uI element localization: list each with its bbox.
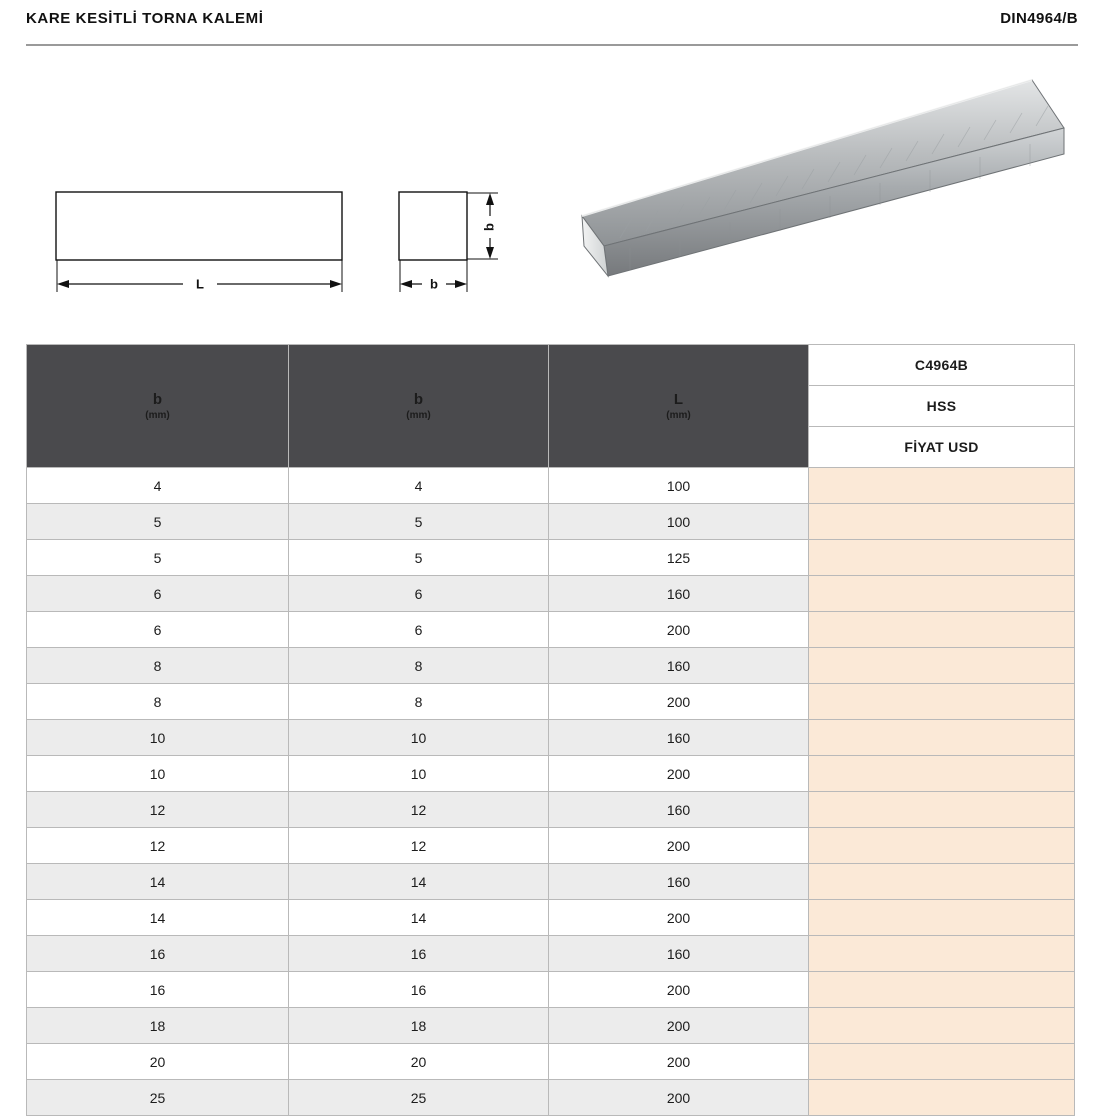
- table-row: [27, 684, 1075, 720]
- cell-length: 100: [549, 504, 809, 540]
- cell-length: 100: [549, 468, 809, 504]
- table-row: [27, 900, 1075, 936]
- front-view-drawing: [398, 142, 528, 307]
- cell-price: [809, 468, 1075, 504]
- cell-b2: 18: [289, 1008, 549, 1044]
- cell-b1: 14: [27, 864, 289, 900]
- cell-length: 200: [549, 612, 809, 648]
- cell-length: 160: [549, 936, 809, 972]
- table-row: [27, 540, 1075, 576]
- cell-price: [809, 720, 1075, 756]
- dimension-label-b-height: b: [481, 223, 497, 231]
- cell-b2: 5: [289, 540, 549, 576]
- cell-b1: 6: [27, 612, 289, 648]
- front-view-svg: [398, 142, 528, 302]
- table-row: [27, 612, 1075, 648]
- cell-price: [809, 684, 1075, 720]
- cell-b1: 10: [27, 720, 289, 756]
- cell-price: [809, 612, 1075, 648]
- table-row: [27, 864, 1075, 900]
- cell-b1: 5: [27, 504, 289, 540]
- column-header-l: [549, 345, 809, 468]
- table-body: [27, 468, 1075, 1116]
- table-row: [27, 576, 1075, 612]
- cell-b1: 14: [27, 900, 289, 936]
- cell-b1: 8: [27, 684, 289, 720]
- cell-b1: 8: [27, 648, 289, 684]
- cell-b2: 20: [289, 1044, 549, 1080]
- cell-b2: 16: [289, 972, 549, 1008]
- cell-price: [809, 576, 1075, 612]
- product-photo-svg: [560, 70, 1080, 320]
- cell-b2: 6: [289, 576, 549, 612]
- cell-price: [809, 1044, 1075, 1080]
- product-photo: [560, 70, 1080, 325]
- cell-price: [809, 504, 1075, 540]
- cell-length: 160: [549, 576, 809, 612]
- cell-length: 200: [549, 1008, 809, 1044]
- material-header: HSS: [809, 386, 1075, 427]
- cell-price: [809, 972, 1075, 1008]
- column-header-b2-unit: (mm): [406, 409, 431, 421]
- cell-b2: 10: [289, 720, 549, 756]
- cell-b1: 12: [27, 792, 289, 828]
- cell-length: 125: [549, 540, 809, 576]
- cell-length: 200: [549, 900, 809, 936]
- cell-length: 200: [549, 684, 809, 720]
- cell-length: 200: [549, 1044, 809, 1080]
- cell-length: 160: [549, 720, 809, 756]
- table-row: [27, 936, 1075, 972]
- cell-length: 160: [549, 864, 809, 900]
- side-view-svg: [55, 142, 355, 302]
- cell-price: [809, 648, 1075, 684]
- cell-b2: 8: [289, 684, 549, 720]
- table-row: [27, 504, 1075, 540]
- technical-drawing-area: [0, 50, 1104, 340]
- cell-price: [809, 540, 1075, 576]
- cell-price: [809, 792, 1075, 828]
- cell-b1: 20: [27, 1044, 289, 1080]
- cell-b1: 18: [27, 1008, 289, 1044]
- table-row: [27, 1044, 1075, 1080]
- column-header-b1-unit: (mm): [145, 409, 170, 421]
- page-header: [26, 10, 1078, 46]
- cell-b2: 12: [289, 828, 549, 864]
- cell-length: 160: [549, 648, 809, 684]
- table-row: [27, 648, 1075, 684]
- cell-b2: 25: [289, 1080, 549, 1116]
- front-view-body: [399, 192, 467, 260]
- column-header-b1: [27, 345, 289, 468]
- table-row: [27, 720, 1075, 756]
- cell-b2: 10: [289, 756, 549, 792]
- column-header-l-unit: (mm): [666, 409, 691, 421]
- cell-b2: 8: [289, 648, 549, 684]
- cell-length: 200: [549, 972, 809, 1008]
- cell-length: 200: [549, 756, 809, 792]
- cell-b2: 12: [289, 792, 549, 828]
- product-code-header: C4964B: [809, 345, 1075, 386]
- column-header-b2-symbol: b: [413, 390, 424, 408]
- cell-b2: 5: [289, 504, 549, 540]
- cell-length: 200: [549, 1080, 809, 1116]
- cell-b2: 4: [289, 468, 549, 504]
- cell-price: [809, 900, 1075, 936]
- page-title: KARE KESİTLİ TORNA KALEMİ: [26, 10, 264, 27]
- table-row: [27, 972, 1075, 1008]
- cell-b2: 6: [289, 612, 549, 648]
- table-row: [27, 756, 1075, 792]
- table-row: [27, 1008, 1075, 1044]
- cell-length: 160: [549, 792, 809, 828]
- side-view-body: [56, 192, 342, 260]
- standard-code: DIN4964/B: [1000, 10, 1078, 27]
- cell-b1: 16: [27, 972, 289, 1008]
- dimension-label-L: L: [196, 276, 204, 292]
- column-header-b1-symbol: b: [152, 390, 163, 408]
- cell-b1: 5: [27, 540, 289, 576]
- cell-b2: 14: [289, 900, 549, 936]
- cell-b1: 16: [27, 936, 289, 972]
- cell-price: [809, 1080, 1075, 1116]
- table-row: [27, 828, 1075, 864]
- cell-price: [809, 756, 1075, 792]
- cell-b1: 6: [27, 576, 289, 612]
- cell-price: [809, 936, 1075, 972]
- table-row: [27, 468, 1075, 504]
- cell-b2: 16: [289, 936, 549, 972]
- cell-length: 200: [549, 828, 809, 864]
- cell-price: [809, 1008, 1075, 1044]
- cell-b2: 14: [289, 864, 549, 900]
- cell-b1: 4: [27, 468, 289, 504]
- cell-b1: 12: [27, 828, 289, 864]
- cell-b1: 25: [27, 1080, 289, 1116]
- cell-price: [809, 828, 1075, 864]
- table-row: [27, 1080, 1075, 1116]
- table-row: [27, 792, 1075, 828]
- column-header-b2: [289, 345, 549, 468]
- price-header: FİYAT USD: [809, 427, 1075, 468]
- column-header-l-symbol: L: [673, 390, 684, 408]
- cell-b1: 10: [27, 756, 289, 792]
- specification-table: [26, 344, 1075, 1116]
- table-header: [27, 345, 1075, 468]
- cell-price: [809, 864, 1075, 900]
- dimension-label-b-width: b: [430, 276, 438, 292]
- side-view-drawing: [55, 142, 355, 307]
